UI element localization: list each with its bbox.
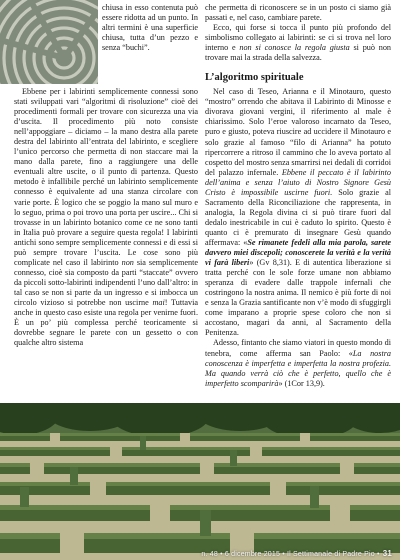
section-heading: L’algoritmo spirituale — [205, 72, 304, 84]
text-wrap-paragraph: chiusa in esso contenuta può essere ridotta ad un punto. In altri termini è una superficie chiusa, tutta d’un pezzo e senza “buchi”. — [102, 3, 198, 53]
left-column-wrap — [102, 3, 198, 53]
gospel-quote: Se rimanete fedeli alla mia parola, sarete davvero miei discepoli; conoscerete la verità e la verità vi farà liberi — [205, 237, 391, 268]
left-paragraph-text-2: sia semplicemente connesso, cioè sia composto da parti “staccate” ovvero da piccoli sotto-labirinti indipendenti l’uno dall’altro: in tal caso se non si parte da un ingresso e si imbocca un circolo vizioso si potrebbe non uscirne — [14, 257, 199, 307]
right-paragraph-3-emphasis: Ebbene il peccato è il labirinto dell’anima e senza l’aiuto di Nostro Signore Gesù Cristo è impossibile uscirne fuori. — [205, 167, 392, 197]
left-paragraph-text: Ebbene per i labirinti semplicemente connessi sono stati sviluppati vari “algoritmi di risoluzione” cioè dei procedimenti formali per trovare con sicurezza una via d’uscita. Il procedimento più noto consiste nell’appoggiare – diciamo – la mano destra alla parete destra del labirinto all’entrata del labirinto, e scegliere l’unico percorso che permetta di non staccare mai la mano dalla parete, fino a raggiungere una delle eventuali altre uscite, o il punto di partenza. Questo metodo è infallibile perché un labirinto semplicemente connesso è equivalente ad una stanza circolare con varie porte. È logico che se poggio la mano sul muro e lo seguo, prima o poi trovo una porta per uscire... Chi si trovasse in un labirinto botanico come ce ne sono tanti in Italia può provare a seguire questa regola! I labirinti antichi sono sempre semplicemente connessi e di essi si può sempre trovare l’uscita. Le cose sono più complicate nel caso il labirinto — [14, 87, 198, 267]
page-number: 31 — [382, 549, 392, 558]
right-paragraph-3-text: Nel caso di Teseo, Arianna e il Minotauro, questo “mostro” orrendo che abitava il Labirinto di Minosse e divorava giovani vergini, il riferimento al male è chiarissimo. Solo l’eroe valoroso incarnato da Teseo, puro e giusto, poteva riuscire ad uccidere il Minotauro e solo grazie al famoso “filo di Arianna” ha potuto ripercorrere a ritroso il cammino che lo aveva portato al cospetto del mostro senza smarrirsi nei dedali di corridoi del palazzo infernale. — [205, 87, 391, 177]
right-paragraph-4-end: » (1Cor 13,9). — [278, 378, 325, 388]
right-column — [205, 3, 391, 389]
issue-info: n. 48 • 6 dicembre 2015 • Il Settimanale di Padre Pio • — [201, 551, 380, 558]
right-paragraph-4 — [205, 338, 391, 388]
page-footer — [201, 549, 392, 558]
garden-maze-photo — [0, 403, 400, 560]
pauline-quote: La nostra conoscenza è imperfetta e imperfetta la nostra profezia. Ma quando verrà ciò che è perfetto, quello che è imperfetto scomparirà — [205, 348, 392, 388]
right-paragraph-1: che permetta di riconoscere se in un posto ci siamo già passati e, nel caso, cambiare parete. — [205, 3, 391, 23]
right-paragraph-3-end: Solo grazie al Sacramento della Riconciliazione che rappresenta, in analogia, la Regola divina ci si può tirare fuori dal dedalo inestricabile in cui è caduto lo spirito. Questo è quanto ci è premurato di insegnare Gesù quando affermava: « — [205, 187, 392, 247]
left-paragraph-text-3: ! Tuttavia anche in questo caso esiste una regola per venirne fuori. È un po’ più complessa perché teoricamente si dovrebbe segnare le parete con un gessetto o con qualche altro sistema — [14, 297, 199, 348]
maze-illustration — [0, 0, 98, 84]
left-paragraph — [14, 87, 198, 348]
hedge-maze-illustration — [0, 403, 400, 560]
right-paragraph-2-text: Ecco, qui forse si tocca il punto più profondo del simbolismo collegato ai labirinti: se ci si trova nel loro interno e — [205, 23, 391, 53]
right-paragraph-2 — [205, 23, 391, 63]
right-paragraph-2-end: si può non trovare mai la strada della salvezza. — [205, 43, 392, 63]
maze-photo-top — [0, 0, 98, 84]
right-paragraph-2-emphasis: non si conosce la regola giusta — [239, 43, 350, 53]
left-column — [14, 87, 198, 348]
right-paragraph-3 — [205, 87, 391, 338]
left-paragraph-emphasis: non — [121, 257, 134, 267]
right-paragraph-3-tail: » (Gv 8,31). E di autentica liberazione si tratta perché con le sole forze umane non abbiamo speranza di evadere dalle trappole infernali che costringono la nostra anima. Il nemico è più forte di noi e senza la Grazia santificante non v’è modo di sfuggirgli come imparano a proprie spese coloro che non si accostano, magari da anni, al Sacramento della Penitenza. — [205, 258, 391, 338]
left-paragraph-emphasis-2: mai — [152, 297, 165, 307]
right-paragraph-4-text: Adesso, fintanto che siamo viatori in questo mondo di tenebra, come afferma san Paolo: « — [205, 338, 391, 358]
